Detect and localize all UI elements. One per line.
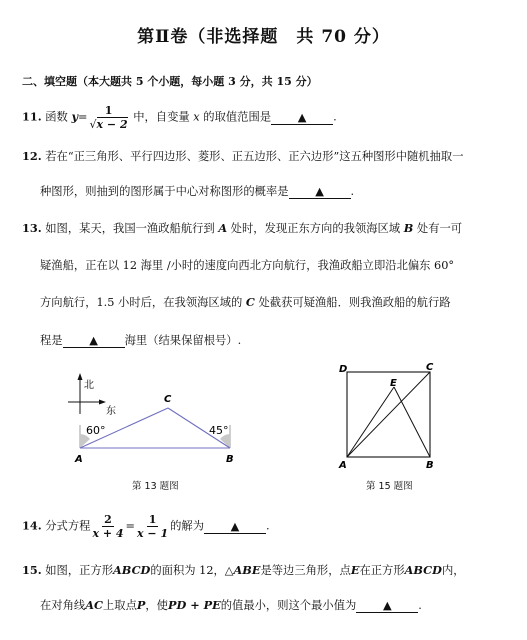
north-label: 北 <box>84 380 94 391</box>
answer-blank[interactable]: ▲ <box>204 520 266 534</box>
question-15-line-1: 15. 如图，正方形ABCD的面积为 12，△ABE是等边三角形，点E在正方形ABCD内， <box>22 563 465 577</box>
segment-ae <box>347 387 394 457</box>
north-arrow-icon <box>78 373 83 380</box>
question-11: 11. 函数 y= $\frac{1}{√x - 2}$ 中，自变量 x 的取值范围是 ▲ . <box>22 104 337 131</box>
figure-13-caption: 第 13 题图 <box>132 481 179 492</box>
answer-blank[interactable]: ▲ <box>289 185 351 199</box>
point-b-label: B <box>426 460 434 471</box>
section-note: （本大题共 5 个小题，每小题 3 分，共 15 分） <box>77 75 318 88</box>
point-d-label: D <box>339 364 348 375</box>
question-13-line-2: 疑渔船，正在以 12 海里 /小时的速度向西北方向航行，我渔政船立即沿北偏东 60° <box>40 259 455 272</box>
point-c-label: C <box>164 394 172 405</box>
angle-a-label: 60° <box>86 424 106 437</box>
figure-15-caption: 第 15 题图 <box>366 481 413 492</box>
point-b-label: B <box>226 454 234 465</box>
answer-blank[interactable]: ▲ <box>271 111 333 125</box>
figure-15 <box>330 360 445 475</box>
question-number: 13. <box>22 221 42 235</box>
point-c-label: C <box>426 362 434 373</box>
diagonal-ac <box>347 372 430 457</box>
question-number: 15. <box>22 563 42 577</box>
answer-blank[interactable]: ▲ <box>356 599 418 613</box>
east-arrow-icon <box>99 400 106 405</box>
page-title: 第Ⅱ卷（非选择题 共 70 分） <box>137 27 390 47</box>
question-15-line-2: 在对角线AC上取点P，使PD + PE的值最小，则这个最小值为 ▲ . <box>40 598 422 612</box>
segment-be <box>394 387 430 457</box>
point-a-label: A <box>75 454 83 465</box>
question-14: 14. 分式方程 $\frac{2}{x + 4}$ = $\frac{1}{x - 1}$ 的解为 ▲ . <box>22 513 270 540</box>
fraction: $\frac{1}{√x - 2}$ <box>89 104 128 131</box>
question-13-line-1: 13. 如图，某天，我国一渔政船航行到 A 处时，发现正东方向的我领海区域 B 处有一可 <box>22 221 463 235</box>
section-heading <box>22 73 318 89</box>
question-13-line-4: 程是 ▲ 海里（结果保留根号）. <box>40 334 242 347</box>
question-number: 11. <box>22 109 42 124</box>
answer-blank[interactable]: ▲ <box>63 334 125 348</box>
question-number: 14. <box>22 518 42 533</box>
section-label: 二、填空题 <box>22 75 77 88</box>
fraction-1: $\frac{2}{x + 4}$ <box>92 513 124 540</box>
question-13-line-3: 方向航行，1.5 小时后，在我领海区域的 C 处截获可疑渔船．则我渔政船的航行路 <box>40 295 451 309</box>
question-12-line-1: 12. 若在“正三角形、平行四边形、菱形、正五边形、正六边形”这五种图形中随机抽取一 <box>22 149 464 163</box>
angle-b-label: 45° <box>209 424 229 437</box>
fraction-2: $\frac{1}{x - 1}$ <box>137 513 169 540</box>
question-number: 12. <box>22 149 42 163</box>
point-e-label: E <box>390 378 397 389</box>
figure-13 <box>60 370 260 465</box>
east-label: 东 <box>106 406 116 417</box>
point-a-label: A <box>339 460 347 471</box>
question-12-line-2: 种图形，则抽到的图形属于中心对称图形的概率是 ▲ . <box>40 185 355 198</box>
